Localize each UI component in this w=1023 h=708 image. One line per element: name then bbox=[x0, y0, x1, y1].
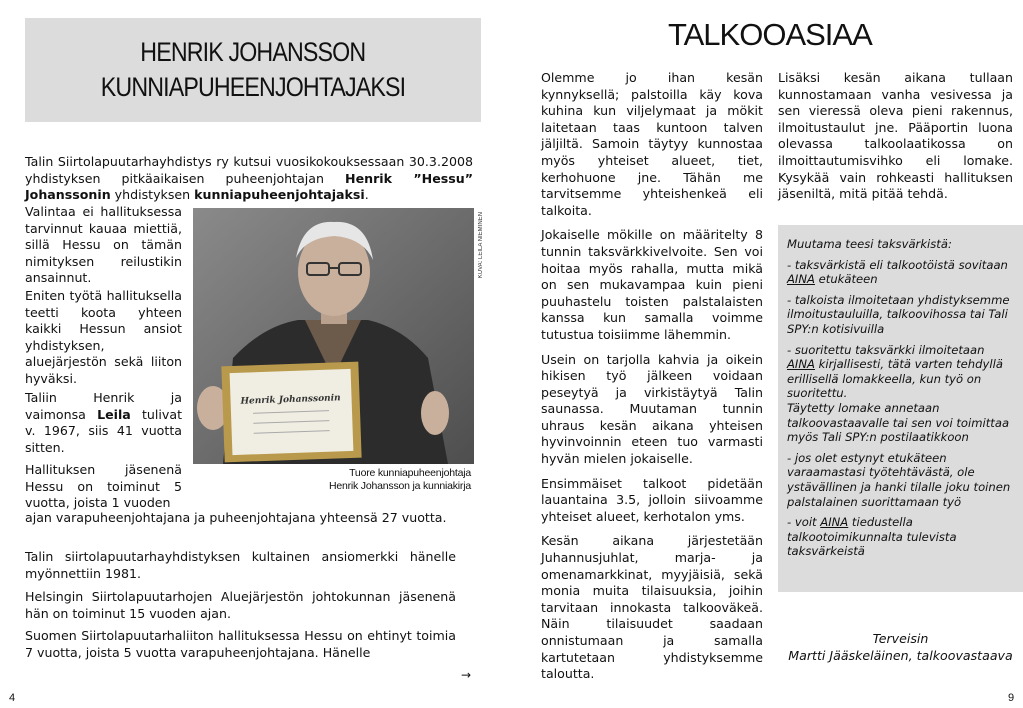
col1-paragraph-4: Ensimmäiset talkoot pidetään lauantaina 3.5, jolloin siivoamme yhteiset alueet, kerhotalon yms. bbox=[541, 475, 763, 524]
caption-line2: Henrik Johansson ja kunniakirja bbox=[328, 480, 471, 492]
right-column-1 bbox=[541, 70, 763, 691]
tips-title: Muutama teesi taksvärkistä: bbox=[787, 237, 952, 251]
right-title: TALKOOASIAA bbox=[668, 17, 872, 52]
signature-block bbox=[778, 631, 1023, 664]
left-title-box bbox=[25, 18, 481, 122]
paragraph-3: Eniten työtä hallituksella teetti koota yhteen kaikki Hessun ansiot yhdistyksen, aluejärjestön sekä liiton hyväksi. bbox=[25, 288, 182, 386]
photo-credit: KUVA: LEILA NIEMINEN bbox=[478, 212, 484, 279]
tip-item-3: - suoritettu taksvärkki ilmoitetaan AINA kirjallisesti, tätä varten tehdyllä erillisellä lomakkeella, kun työ on suoritettu. Täytetty lomake annetaan talkoovastaavalle tai sen voi toimittaa myös Tali SPY:n postilaatikkoon bbox=[787, 342, 1010, 445]
certificate-name: Henrik Johanssonin bbox=[240, 393, 341, 407]
photo-illustration bbox=[193, 208, 474, 464]
tip-item-1: - taksvärkistä eli talkootöistä sovitaan AINA etukäteen bbox=[787, 257, 1008, 287]
tip-item-5: - voit AINA tiedustella talkootoimikunnalta tulevista taksvärkeistä bbox=[787, 515, 957, 559]
intro-paragraph bbox=[25, 154, 473, 204]
col1-paragraph-3: Usein on tarjolla kahvia ja oikein hikisen työ jälkeen voidaan peseytyä ja virkistäytyä Talin saunassa. Muutaman tunnin uhraus kesän aikana yhteisen hyvinvoinnin eteen tuo varmasti hyvän mielen jokaiselle. bbox=[541, 351, 763, 467]
page-number-right: 9 bbox=[1008, 692, 1015, 704]
intro-text-end: . bbox=[364, 187, 369, 203]
sign-name: Martti Jääskeläinen, talkoovastaava bbox=[788, 647, 1013, 663]
honor-title: kunniapuheenjohtajaksi bbox=[194, 187, 365, 203]
honoree-photo bbox=[193, 208, 474, 464]
spouse-name: Leila bbox=[97, 406, 131, 422]
paragraph-2: Valintaa ei hallituksessa tarvinnut kauaa miettiä, sillä Hessu on tämän nimityksen reilustikin ansainnut. bbox=[25, 204, 182, 286]
right-column-2 bbox=[778, 70, 1013, 211]
para4-text-end: tulivat v. 1967, siis 41 vuotta sitten. bbox=[25, 406, 183, 455]
paragraph-8: Suomen Siirtolapuutarhaliiton hallituksessa Hessu on ehtinyt toimia 7 vuotta, joista 5 vuotta varapuheenjohtajana. Hänelle bbox=[25, 628, 456, 660]
left-title-line2: KUNNIAPUHEENJOHTAJAKSI bbox=[100, 72, 406, 102]
intro-text-mid: yhdistyksen bbox=[110, 187, 195, 203]
sign-greeting: Terveisin bbox=[872, 631, 929, 646]
honoree-name: Henrik ”Hessu” Johanssonin bbox=[25, 170, 473, 203]
paragraph-7: Helsingin Siirtolapuutarhojen Aluejärjestön johtokunnan jäsenenä hän on toiminut 15 vuoden ajan. bbox=[25, 589, 456, 621]
tip-item-2: - talkoista ilmoitetaan yhdistyksemme ilmoitustauluilla, talkoovihossa tai Tali SPY:n kotisivuilla bbox=[787, 292, 1010, 336]
col1-paragraph-2: Jokaiselle mökille on määritelty 8 tunnin taksvärkkivelvoite. Sen voi hoitaa myös rahalla, mutta mikä on sen mukavampaa kuin pieni puuhastelu toisten palstalaisten kanssa kun samalla voimme tutustua toisiimme lähemmin. bbox=[541, 227, 763, 342]
tip-item-4: - jos olet estynyt etukäteen varaamastasi työtehtävästä, ole ystävällinen ja hanki tilalle joku toinen palstalainen suorittamaan työ bbox=[787, 450, 1011, 509]
tips-box bbox=[778, 225, 1023, 592]
caption-line1: Tuore kunniapuheenjohtaja bbox=[349, 467, 471, 479]
col2-paragraph-1: Lisäksi kesän aikana tullaan kunnostamaan vanha vesivessa ja sen vieressä oleva pieni rakennus, ilmoitustaulut jne. Pääportin luona olevassa talkoolaatikossa on ilmoittautumisvihko eli lomake. Kysykää vain rohkeasti hallituksen jäseniltä, mitä pitää tehdä. bbox=[778, 70, 1013, 202]
col1-paragraph-5: Kesän aikana järjestetään Juhannusjuhlat, marja- ja omenamarkkinat, myyjäisiä, sekä monia muita tilaisuuksia, joihin tarvitaan innokasta talkooväkeä. Näin tilaisuudet saadaan onnistumaan ja samalla kartutetaan yhdistyksemme taloutta. bbox=[541, 533, 763, 682]
para4-text: Taliin Henrik ja vaimonsa bbox=[25, 390, 182, 422]
paragraph-4 bbox=[25, 390, 182, 456]
paragraph-5a: Hallituksen jäsenenä Hessu on toiminut 5 vuotta, joista 1 vuoden bbox=[25, 462, 182, 511]
page-number-left: 4 bbox=[9, 692, 16, 704]
paragraph-6: Talin siirtolapuutarhayhdistyksen kultainen ansiomerkki hänelle myönnettiin 1981. bbox=[25, 549, 456, 581]
intro-text: Talin Siirtolapuutarhayhdistys ry kutsui vuosikokouksessaan 30.3.2008 yhdistyksen pitkäaikaisen puheenjohtajan bbox=[25, 154, 473, 186]
left-title-line1: HENRIK JOHANSSON bbox=[140, 37, 366, 67]
continue-arrow-icon: → bbox=[461, 668, 472, 682]
col1-paragraph-1: Olemme jo ihan kesän kynnyksellä; palstoilla käy kova kuhina kun viljelymaat ja mökit laitetaan taas kuntoon talven jäljiltä. Samoin täytyy kunnostaa myös yhteiset alueet, tiet, kerhohuone jne. Tähän me tarvitsemme yhteishenkeä eli talkoita. bbox=[541, 70, 763, 218]
paragraph-5b: ajan varapuheenjohtajana ja puheenjohtajana yhteensä 27 vuotta. bbox=[25, 510, 447, 525]
photo-caption bbox=[300, 467, 471, 493]
